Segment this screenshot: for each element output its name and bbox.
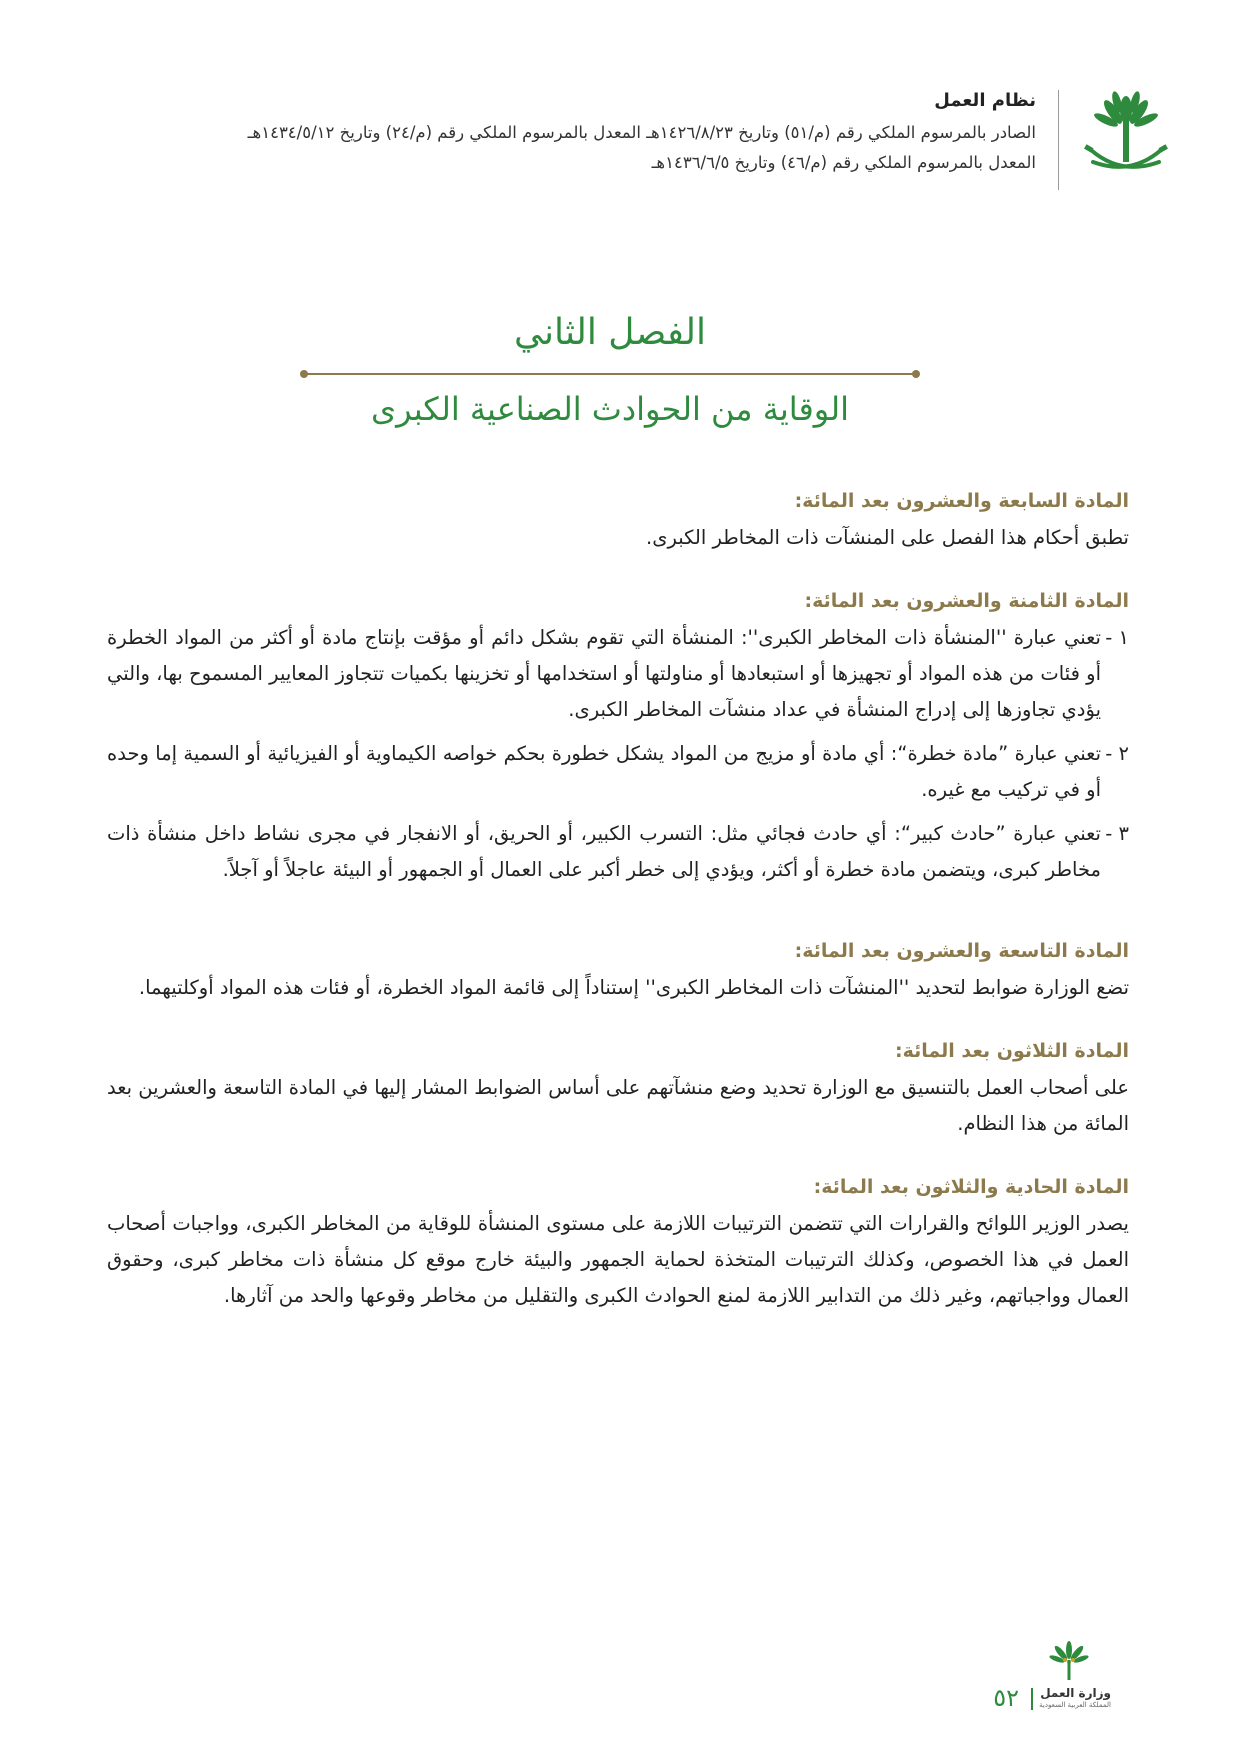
article-127	[107, 486, 1129, 556]
article-heading: المادة الحادية والثلاثون بعد المائة:	[813, 1176, 1129, 1198]
article-heading: المادة الثلاثون بعد المائة:	[894, 1040, 1129, 1062]
article-heading: المادة السابعة والعشرون بعد المائة:	[794, 490, 1129, 512]
clause-item	[107, 620, 1129, 728]
page-footer	[941, 1640, 1111, 1720]
document-title: نظام العمل	[934, 90, 1036, 111]
saudi-emblem-icon	[1081, 88, 1171, 188]
article-text: يصدر الوزير اللوائح والقرارات التي تتضمن الترتيبات اللازمة على مستوى المنشأة للوقاية من المخاطر الكبرى، وواجبات أصحاب العمل في هذا الخصوص، وكذلك الترتيبات المتخذة لحماية الجمهور والبيئة خارج موقع كل منشأة ذات مخاطر كبرى، وحقوق العمال وواجباتهم، وغير ذلك من التدابير اللازمة لمنع الحوادث الكبرى والتقليل من مخاطر وقوعها والحد من آثارها.	[107, 1212, 1129, 1307]
article-text: تطبق أحكام هذا الفصل على المنشآت ذات المخاطر الكبرى.	[646, 526, 1129, 549]
clause-text: تعني عبارة ”مادة خطرة“: أي مادة أو مزيج من المواد يشكل خطورة بحكم خواصه الكيماوية أو الفيزيائية أو السمية إما وحده أو في تركيب مع غيره.	[107, 742, 1101, 801]
clause-number: ٣ -	[1105, 822, 1129, 845]
clause-item	[107, 736, 1129, 808]
chapter-divider	[300, 368, 920, 380]
header-divider	[1058, 90, 1059, 190]
article-heading: المادة الثامنة والعشرون بعد المائة:	[804, 590, 1129, 612]
chapter-heading	[300, 308, 920, 432]
ministry-label	[1039, 1686, 1111, 1710]
page-number: ٥٢	[993, 1684, 1019, 1712]
article-129	[107, 936, 1129, 1006]
article-text: على أصحاب العمل بالتنسيق مع الوزارة تحديد وضع منشآتهم على أساس الضوابط المشار إليها في المادة التاسعة والعشرين بعد المائة من هذا النظام.	[107, 1076, 1129, 1135]
clause-number: ١ -	[1105, 626, 1129, 649]
article-heading: المادة التاسعة والعشرون بعد المائة:	[794, 940, 1129, 962]
palm-tree-logo-icon	[1047, 1640, 1091, 1682]
article-130	[107, 1036, 1129, 1142]
article-128	[107, 586, 1129, 888]
clause-text: تعني عبارة ''المنشأة ذات المخاطر الكبرى'': المنشأة التي تقوم بشكل دائم أو مؤقت بإنتاج مادة أو أكثر من المواد الخطرة أو فئات من هذه المواد أو تجهيزها أو استبعادها أو مناولتها أو استخدامها أو تخزينها بكميات تتجاوز المعايير المسموح بها، والتي يؤدي تجاوزها إلى إدراج المنشأة في عداد منشآت المخاطر الكبرى.	[107, 626, 1101, 721]
clause-item	[107, 816, 1129, 888]
article-131	[107, 1172, 1129, 1314]
chapter-title: الفصل الثاني	[514, 312, 706, 353]
clause-text: تعني عبارة ”حادث كبير“: أي حادث فجائي مثل: التسرب الكبير، أو الحريق، أو الانفجار في مجرى نشاط داخل منشأة ذات مخاطر كبرى، ويتضمن مادة خطرة أو أكثر، ويؤدي إلى خطر أكبر على العمال أو الجمهور أو البيئة عاجلاً أو آجلاً.	[107, 822, 1101, 881]
article-text: تضع الوزارة ضوابط لتحديد ''المنشآت ذات المخاطر الكبرى'' إستناداً إلى قائمة المواد الخطرة، أو فئات هذه المواد أوكلتيهما.	[138, 976, 1129, 999]
ministry-country: المملكة العربية السعودية	[1039, 1701, 1111, 1709]
ministry-name: وزارة العمل	[1040, 1686, 1111, 1700]
footer-divider	[1031, 1688, 1033, 1710]
chapter-subtitle: الوقاية من الحوادث الصناعية الكبرى	[371, 390, 849, 428]
decree-line-2: المعدل بالمرسوم الملكي رقم (م/٤٦) وتاريخ ١٤٣٦/٦/٥هـ	[651, 153, 1036, 172]
header-text	[76, 88, 1036, 178]
decree-line-1: الصادر بالمرسوم الملكي رقم (م/٥١) وتاريخ ١٤٢٦/٨/٢٣هـ المعدل بالمرسوم الملكي رقم (م/٢٤) وتاريخ ١٤٣٤/٥/١٢هـ	[247, 123, 1036, 142]
clause-number: ٢ -	[1105, 742, 1129, 765]
page-header	[71, 88, 1171, 198]
document-body	[107, 486, 1129, 1344]
